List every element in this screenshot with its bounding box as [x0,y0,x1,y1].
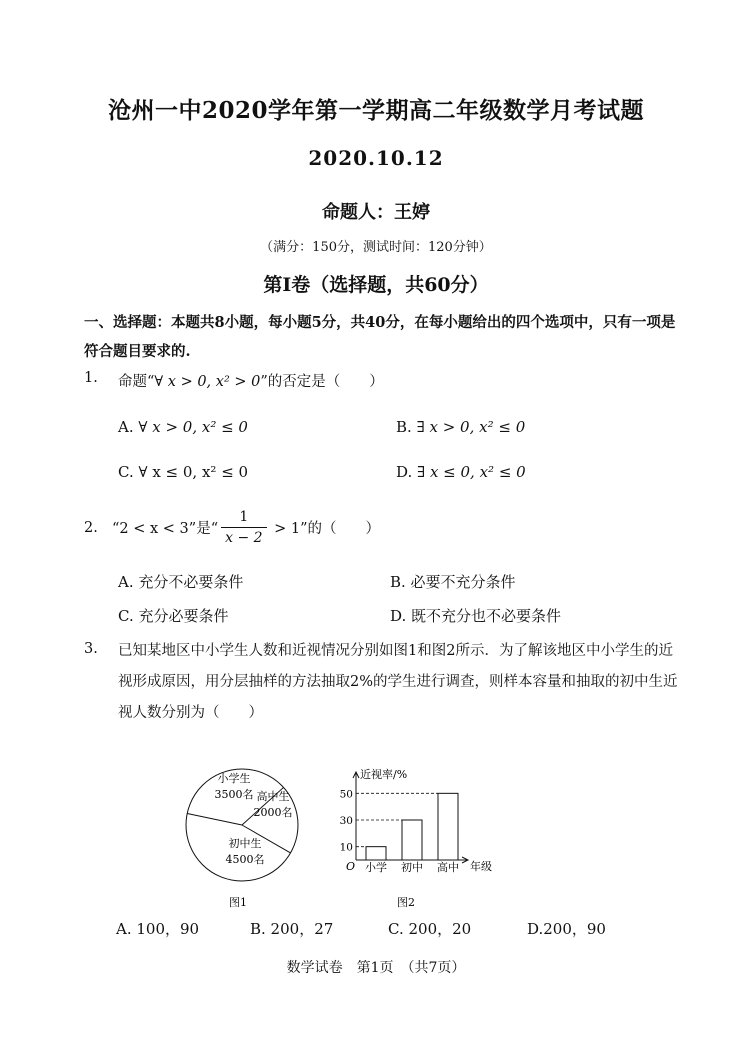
q3-option-b: B. 200，27 [250,920,334,938]
bar-初中 [402,820,422,860]
pie-slice-divider-0 [187,813,242,825]
q1-option-a-text: ∀ x > 0, x² ≤ 0 [138,418,248,436]
q3-stem: 已知某地区中小学生人数和近视情况分别如图1和图2所示．为了解该地区中小学生的近视形成原因，用分层抽样的方法抽取2%的学生进行调查，则样本容量和抽取的初中生近视人数分别为（ ） [118,643,678,721]
bar-figure-caption: 图2 [397,896,415,909]
q1-option-b-label: B. [396,418,412,436]
pie-label-high-count: 2000名 [253,806,293,819]
q1-stem-pre: 命题“∀ [118,374,168,390]
exam-date: 2020.10.12 [308,146,444,170]
q1-number: 1. [84,370,98,386]
q2-stem [112,507,380,548]
exam-info: （满分：150分，测试时间：120分钟） [260,240,492,255]
exam-title: 沧州一中2020学年第一学期高二年级数学月考试题 [107,97,644,124]
q1-option-d-label: D. [396,463,413,481]
bar-y-tick-label: 10 [339,841,353,854]
section-instructions: 一、选择题：本题共8小题，每小题5分，共40分，在每小题给出的四个选项中，只有一项是符合题目要求的. [84,314,676,360]
bar-category-label: 小学 [365,861,387,874]
q1-option-b-text: ∃ x > 0, x² ≤ 0 [416,418,526,436]
q2-stem-pre: “2 < x < 3”是“ [112,521,219,537]
pie-label-primary-name: 小学生 [217,772,251,785]
q2-fraction-numerator: 1 [221,507,266,528]
pie-figure-caption: 图1 [229,896,247,909]
bar-category-label: 高中 [437,861,459,874]
q1-option-c-label: C. [118,463,134,481]
q1-stem-post: ”的否定是（ ） [260,374,384,390]
q1-option-d [396,463,526,481]
q1-option-c-text: ∀ x ≤ 0, x² ≤ 0 [138,463,249,481]
bar-y-tick-label: 30 [339,815,353,827]
pie-label-high-name: 高中生 [256,790,290,803]
q1-option-b [396,418,525,436]
q2-option-a: A. 充分不必要条件 [118,573,244,591]
q1-option-d-text: ∃ x ≤ 0, x² ≤ 0 [417,463,526,481]
q2-fraction [221,507,266,548]
volume-heading: 第Ⅰ卷（选择题，共60分） [263,274,489,296]
q3-option-a: A. 100，90 [116,920,200,938]
bar-origin-label: O [346,860,356,873]
q1-stem-math: x > 0, x² > 0 [167,374,261,390]
q1-stem [118,370,384,391]
bar-chart-figure [336,760,506,910]
pie-chart-figure [180,760,320,910]
pie-label-primary-count: 3500名 [214,788,254,801]
q1-option-a-label: A. [118,418,134,436]
q1-option-c [118,463,248,481]
q2-option-c: C. 充分必要条件 [118,607,229,625]
q2-fraction-denominator: x − 2 [225,530,263,546]
q2-option-b: B. 必要不充分条件 [390,573,516,591]
page-footer: 数学试卷 第1页 （共7页） [286,960,466,976]
bar-小学 [366,847,386,860]
exam-author: 命题人：王婷 [322,202,430,223]
q3-option-d: D.200，90 [527,920,606,938]
bar-y-axis-label: 近视率/% [360,768,408,781]
q2-stem-post: > 1”的（ ） [269,521,381,537]
bar-高中 [438,793,458,860]
bar-category-label: 初中 [401,861,423,874]
pie-label-middle-name: 初中生 [228,837,262,850]
q2-option-d: D. 既不充分也不必要条件 [390,607,562,625]
pie-label-middle-count: 4500名 [225,853,265,866]
bar-y-tick-label: 50 [339,788,353,801]
q2-number: 2. [84,520,98,536]
bar-x-axis-label: 年级 [470,860,492,873]
q3-number: 3. [84,641,98,657]
q1-option-a [118,418,248,436]
bar-chart [340,772,468,874]
q3-option-c: C. 200，20 [388,920,472,938]
